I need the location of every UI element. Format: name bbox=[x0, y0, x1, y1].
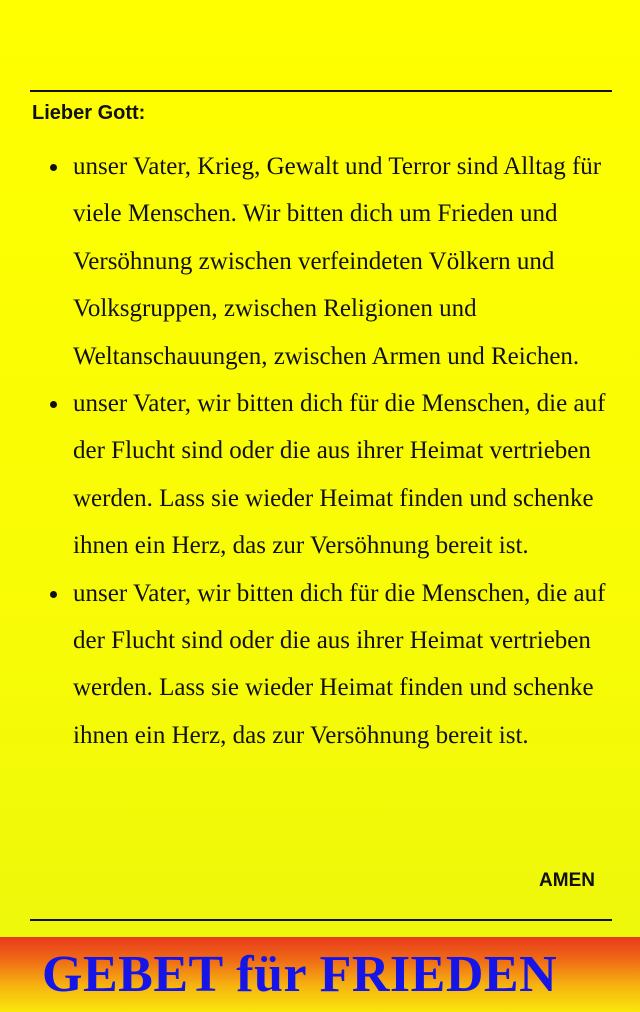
petition-item bbox=[0, 380, 640, 570]
prayer-heading: Lieber Gott: bbox=[32, 102, 146, 124]
petition-text: unser Vater, Krieg, Gewalt und Terror sind Alltag für viele Menschen. Wir bitten dich um Frieden und Versöhnung zwischen verfeindeten Völkern und Volksgruppen, zwischen Religionen und Weltanschauungen, zwischen Armen und Reichen. bbox=[73, 153, 602, 370]
petition-text: unser Vater, wir bitten dich für die Menschen, die auf der Flucht sind oder die aus ihrer Heimat vertrieben werden. Lass sie wieder Heimat finden und schenke ihnen ein Herz, das zur Versöhnung bereit ist. bbox=[73, 579, 606, 749]
petition-list bbox=[0, 143, 640, 759]
petition-item bbox=[0, 143, 640, 380]
top-divider bbox=[30, 90, 612, 92]
bullet-icon bbox=[50, 164, 57, 171]
amen-label: AMEN bbox=[539, 870, 595, 891]
petition-text: unser Vater, wir bitten dich für die Menschen, die auf der Flucht sind oder die aus ihrer Heimat vertrieben werden. Lass sie wieder Heimat finden und schenke ihnen ein Herz, das zur Versöhnung bereit ist. bbox=[73, 390, 606, 560]
bullet-icon bbox=[50, 401, 57, 408]
bottom-divider bbox=[30, 919, 612, 921]
bullet-icon bbox=[50, 591, 57, 598]
petition-item bbox=[0, 570, 640, 760]
title-banner bbox=[0, 937, 640, 1012]
banner-title: GEBET für FRIEDEN bbox=[42, 946, 558, 1003]
